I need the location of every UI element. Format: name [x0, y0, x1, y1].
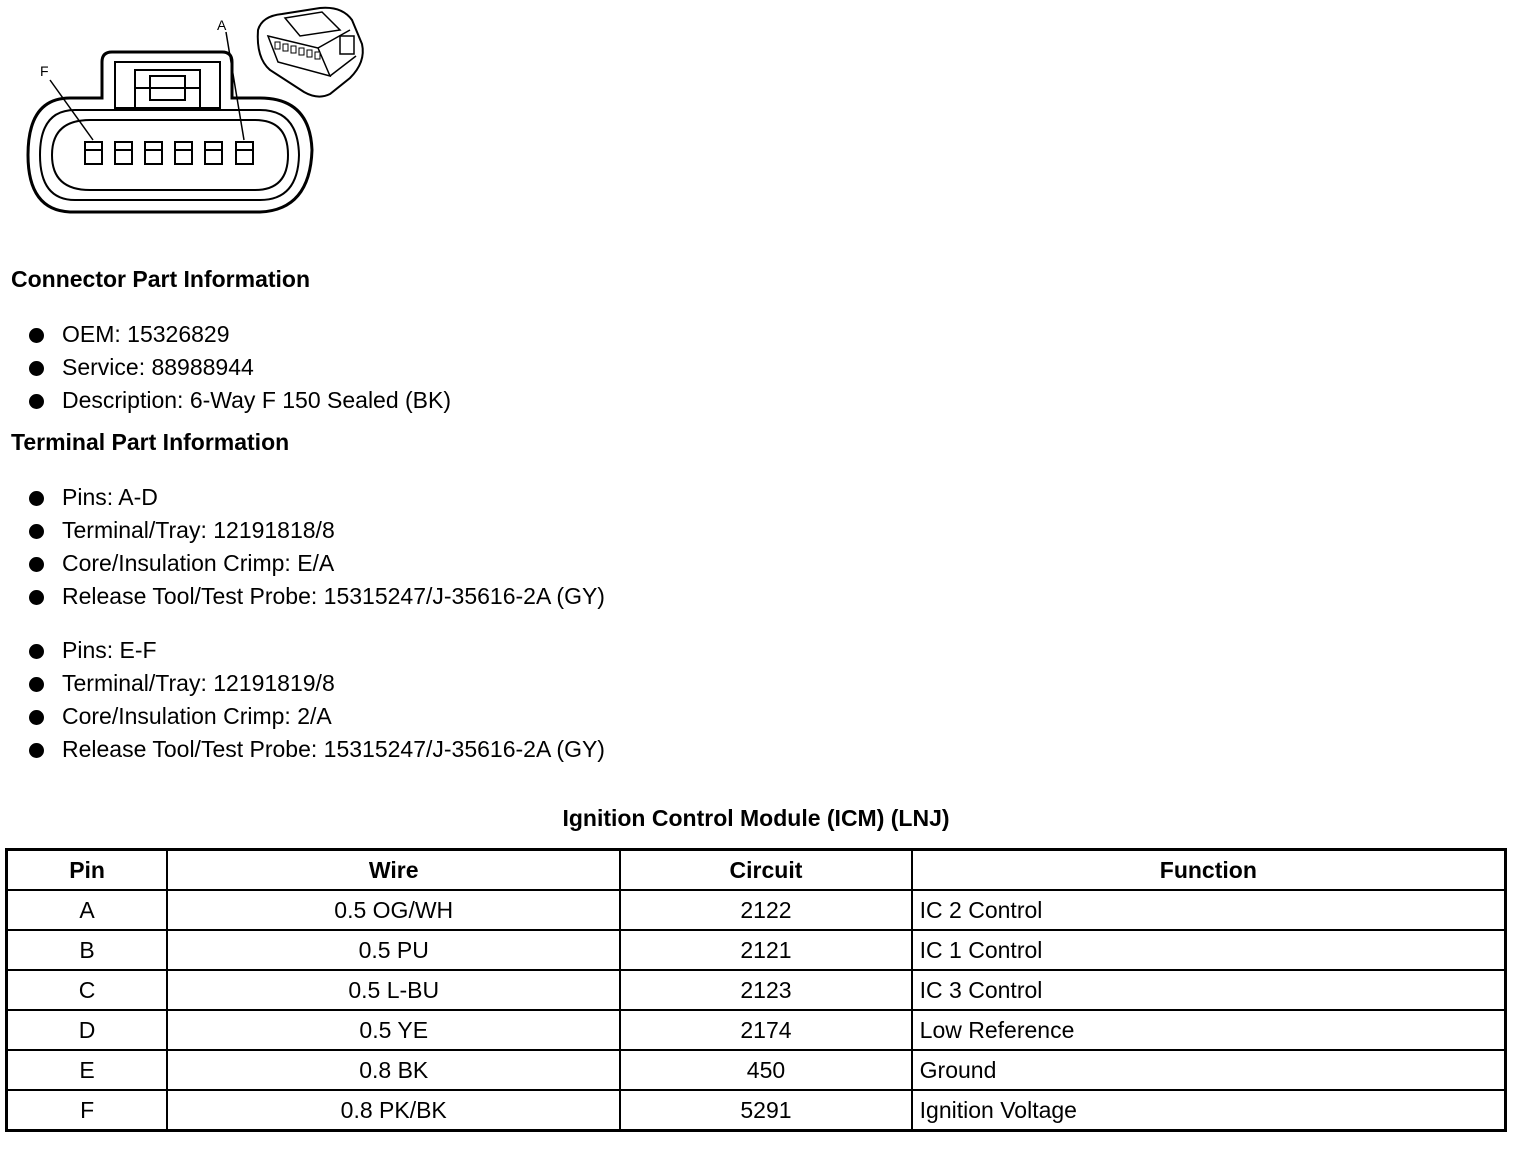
- cell-function: IC 1 Control: [912, 930, 1506, 970]
- cell-function: IC 3 Control: [912, 970, 1506, 1010]
- table-row: [7, 1090, 1506, 1131]
- list-item: [0, 580, 605, 613]
- list-item-text: Pins: A-D: [62, 484, 158, 510]
- bullet-icon: [29, 644, 44, 659]
- table-row: [7, 930, 1506, 970]
- terminal-part-info-heading: Terminal Part Information: [11, 429, 290, 455]
- list-item-text: OEM: 15326829: [62, 321, 230, 347]
- list-item: [0, 318, 451, 351]
- list-item-text: Terminal/Tray: 12191818/8: [62, 517, 335, 543]
- cell-wire: 0.8 PK/BK: [167, 1090, 620, 1131]
- cell-circuit: 2121: [620, 930, 911, 970]
- cell-circuit: 2122: [620, 890, 911, 930]
- list-item-text: Terminal/Tray: 12191819/8: [62, 670, 335, 696]
- table-header-row: [7, 850, 1506, 891]
- cell-function: Low Reference: [912, 1010, 1506, 1050]
- list-item: [0, 700, 605, 733]
- pin-cavity-c: [175, 142, 192, 164]
- cell-wire: 0.5 OG/WH: [167, 890, 620, 930]
- header-pin: Pin: [7, 850, 168, 891]
- header-wire: Wire: [167, 850, 620, 891]
- connector-part-info-heading: Connector Part Information: [11, 266, 311, 292]
- callout-leaders: [50, 32, 244, 140]
- cell-wire: 0.5 L-BU: [167, 970, 620, 1010]
- cell-pin: E: [7, 1050, 168, 1090]
- cell-pin: A: [7, 890, 168, 930]
- table-row: [7, 1010, 1506, 1050]
- list-item: [0, 667, 605, 700]
- pin-cavity-d: [145, 142, 162, 164]
- list-item-text: Description: 6-Way F 150 Sealed (BK): [62, 387, 452, 413]
- connector-face: [28, 52, 312, 212]
- cell-wire: 0.5 PU: [167, 930, 620, 970]
- bullet-icon: [29, 557, 44, 572]
- table-row: [7, 970, 1506, 1010]
- pin-cavity-b: [205, 142, 222, 164]
- pin-cavity-a: [236, 142, 253, 164]
- list-item-text: Release Tool/Test Probe: 15315247/J-35616-2A (GY): [62, 583, 605, 609]
- bullet-icon: [29, 710, 44, 725]
- table-row: [7, 890, 1506, 930]
- bullet-icon: [29, 524, 44, 539]
- cell-circuit: 2123: [620, 970, 911, 1010]
- bullet-icon: [29, 491, 44, 506]
- table-row: [7, 1050, 1506, 1090]
- cell-pin: C: [7, 970, 168, 1010]
- terminal-group-e-f: [0, 634, 605, 766]
- cell-pin: B: [7, 930, 168, 970]
- connector-diagram: [0, 0, 400, 225]
- pin-cavity-e: [115, 142, 132, 164]
- list-item: [0, 514, 605, 547]
- pin-cavity-f: [85, 142, 102, 164]
- cell-function: IC 2 Control: [912, 890, 1506, 930]
- bullet-icon: [29, 328, 44, 343]
- cell-pin: D: [7, 1010, 168, 1050]
- cell-function: Ground: [912, 1050, 1506, 1090]
- cell-circuit: 450: [620, 1050, 911, 1090]
- pin-cavities: [85, 142, 253, 164]
- pinout-table: [5, 848, 1507, 1132]
- callout-a-label: A: [217, 17, 227, 33]
- connector-part-info-list: [0, 318, 451, 417]
- bullet-icon: [29, 394, 44, 409]
- cell-wire: 0.5 YE: [167, 1010, 620, 1050]
- cell-function: Ignition Voltage: [912, 1090, 1506, 1131]
- bullet-icon: [29, 361, 44, 376]
- table-title: Ignition Control Module (ICM) (LNJ): [562, 805, 950, 831]
- list-item: [0, 351, 451, 384]
- bullet-icon: [29, 743, 44, 758]
- bullet-icon: [29, 677, 44, 692]
- list-item: [0, 384, 451, 417]
- terminal-group-a-d: [0, 481, 605, 613]
- bullet-icon: [29, 590, 44, 605]
- list-item-text: Core/Insulation Crimp: E/A: [62, 550, 335, 576]
- cell-pin: F: [7, 1090, 168, 1131]
- cell-wire: 0.8 BK: [167, 1050, 620, 1090]
- cell-circuit: 5291: [620, 1090, 911, 1131]
- header-circuit: Circuit: [620, 850, 911, 891]
- list-item: [0, 733, 605, 766]
- cell-circuit: 2174: [620, 1010, 911, 1050]
- list-item-text: Release Tool/Test Probe: 15315247/J-35616-2A (GY): [62, 736, 605, 762]
- connector-thumbnail: [258, 8, 363, 97]
- list-item: [0, 634, 605, 667]
- list-item-text: Service: 88988944: [62, 354, 254, 380]
- list-item-text: Core/Insulation Crimp: 2/A: [62, 703, 332, 729]
- callout-f-label: F: [40, 63, 49, 79]
- header-function: Function: [912, 850, 1506, 891]
- list-item: [0, 481, 605, 514]
- list-item: [0, 547, 605, 580]
- list-item-text: Pins: E-F: [62, 637, 157, 663]
